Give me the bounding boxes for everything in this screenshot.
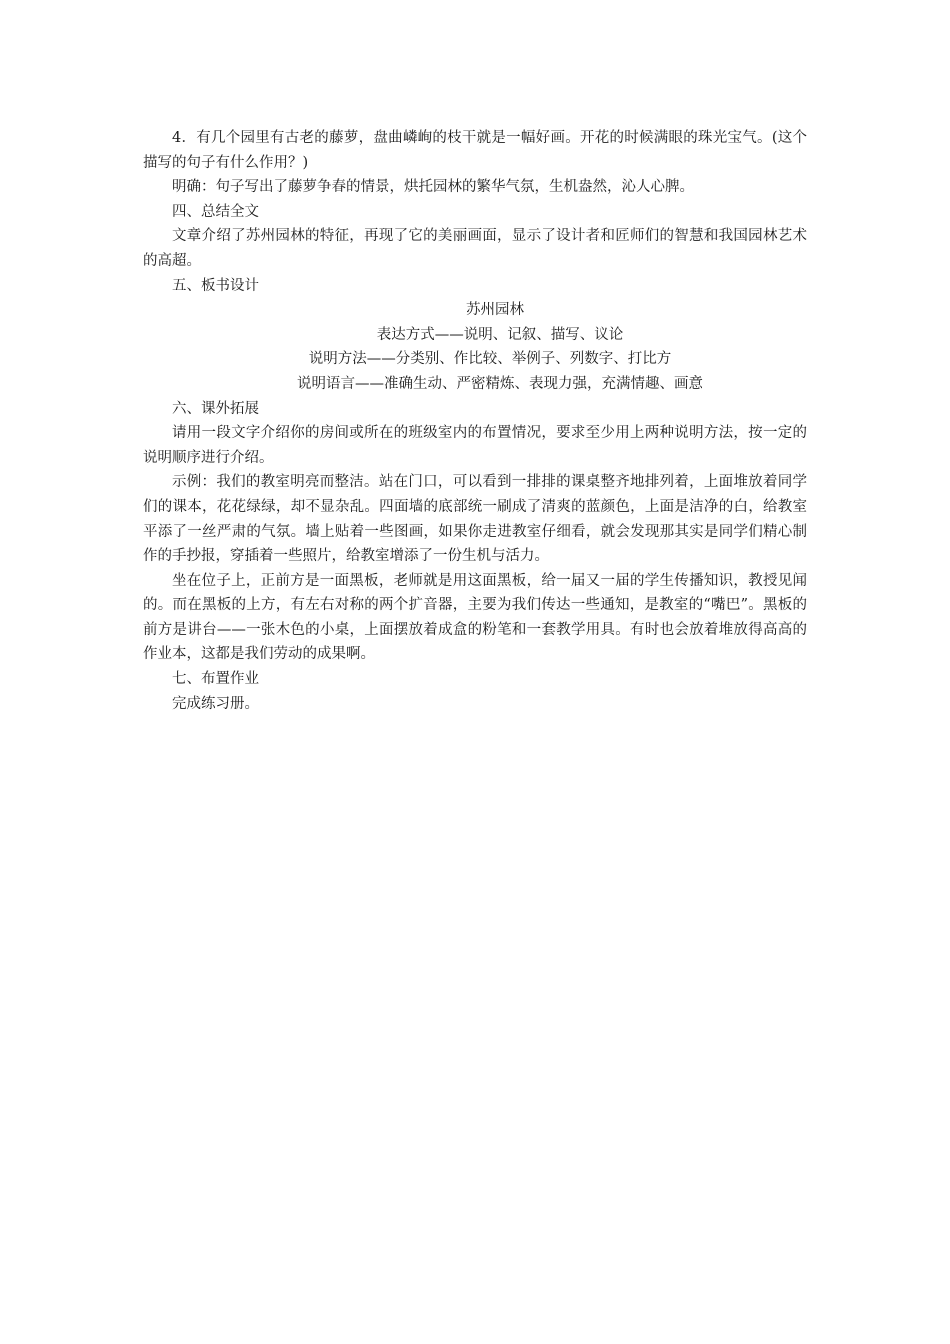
section-heading-board-design: 五、板书设计	[172, 277, 259, 294]
extension-task-paragraph: 请用一段文字介绍你的房间或所在的班级室内的布置情况，要求至少用上两种说明方法，按一定的说明顺序进行介绍。	[143, 425, 807, 466]
board-line-methods: 说明方法——分类别、作比较、举例子、列数字、打比方	[308, 351, 672, 368]
answer-paragraph: 明确：句子写出了藤萝争春的情景，烘托园林的繁华气氛，生机盎然，沁人心脾。	[172, 179, 694, 196]
board-line-expression: 表达方式——说明、记叙、描写、议论	[376, 326, 624, 343]
example-paragraph-1: 示例：我们的教室明亮而整洁。站在门口，可以看到一排排的课桌整齐地排列着，上面堆放着同学们的课本，花花绿绿，却不显杂乱。四面墙的底部统一刷成了清爽的蓝颜色，上面是洁净的白，给教室平添了一丝严肃的气氛。墙上贴着一些图画，如果你走进教室仔细看，就会发现那其实是同学们精心制作的手抄报，穿插着一些照片，给教室增添了一份生机与活力。	[143, 474, 807, 565]
question-paragraph: 4．有几个园里有古老的藤萝，盘曲嶙峋的枝干就是一幅好画。开花的时候满眼的珠光宝气。(这个描写的句子有什么作用？)	[143, 130, 807, 171]
section-heading-summary: 四、总结全文	[172, 203, 259, 220]
section-heading-homework: 七、布置作业	[172, 671, 259, 688]
document-page	[143, 126, 807, 716]
example-paragraph-2: 坐在位子上，正前方是一面黑板，老师就是用这面黑板，给一届又一届的学生传播知识，教授见闻的。而在黑板的上方，有左右对称的两个扩音器，主要为我们传达一些通知，是教室的“嘴巴”。黑板的前方是讲台——一张木色的小桌，上面摆放着成盒的粉笔和一套教学用具。有时也会放着堆放得高高的作业本，这都是我们劳动的成果啊。	[143, 572, 807, 663]
section-heading-extension: 六、课外拓展	[172, 400, 259, 417]
board-title: 苏州园林	[466, 302, 524, 319]
board-design	[143, 298, 807, 396]
homework-paragraph: 完成练习册。	[172, 695, 259, 712]
summary-paragraph: 文章介绍了苏州园林的特征，再现了它的美丽画面，显示了设计者和匠师们的智慧和我国园林艺术的高超。	[143, 228, 807, 269]
board-line-language: 说明语言——准确生动、严密精炼、表现力强，充满情趣、画意	[297, 375, 703, 392]
